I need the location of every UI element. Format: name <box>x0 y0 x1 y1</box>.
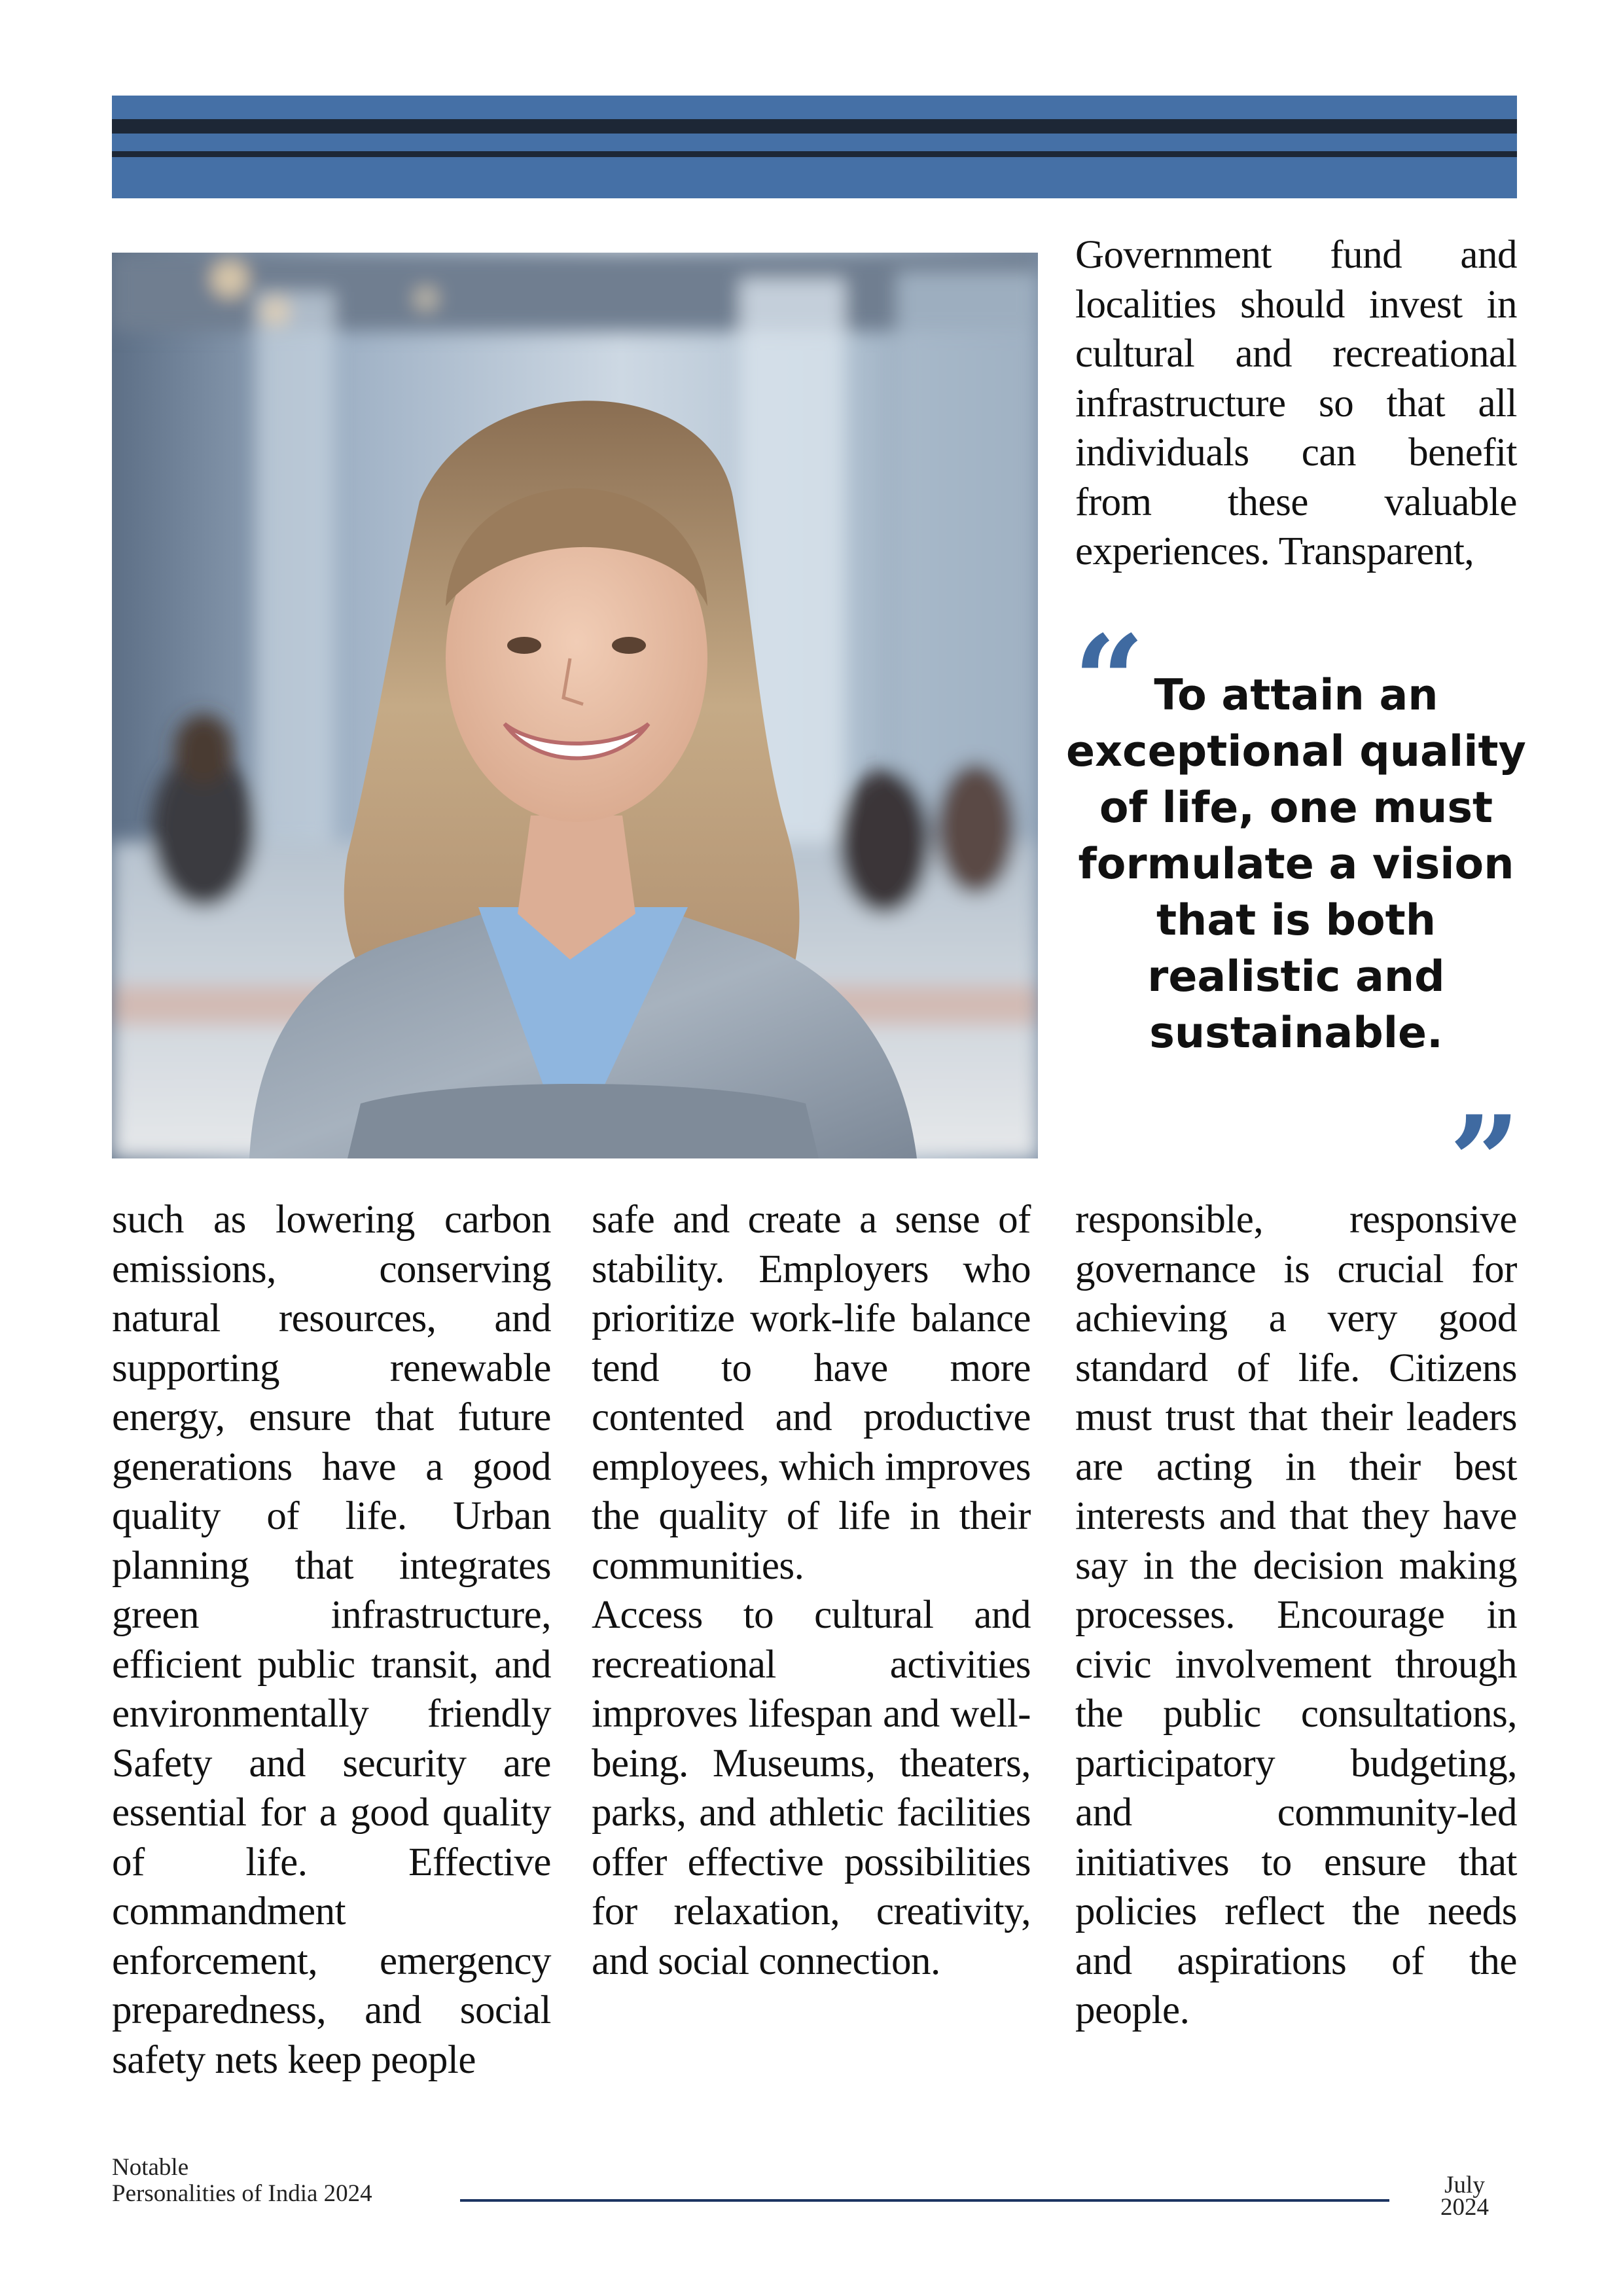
pull-quote: To attain an exceptional quality of life, one must formulate a vision that is both realistic and sustainable. <box>1066 671 1526 1058</box>
column-2-paragraph-1: safe and create a sense of stability. Employers who prioritize work-life balance tend to have more contented and productive employees, which improves the quality of life in their communities. <box>592 1198 1031 1588</box>
banner-stripe-top <box>112 119 1517 134</box>
portrait-photo <box>112 253 1038 1158</box>
body-column-3 <box>1075 1195 1517 2036</box>
footer-divider <box>460 2199 1389 2202</box>
footer-date <box>1432 2174 1497 2219</box>
column-2-paragraph-2: Access to cultural and recreational activities improves lifespan and well-being. Museums, theaters, parks, and athletic facilities offer effective possibilities for relaxation, creativity, and social connection. <box>592 1593 1031 1983</box>
banner-stripe-bottom <box>112 151 1517 157</box>
footer-publication-line-1: Notable <box>112 2154 189 2181</box>
footer-year: 2024 <box>1440 2194 1489 2221</box>
footer-month: July <box>1444 2172 1485 2198</box>
header-banner <box>112 96 1517 198</box>
close-quote-icon: ” <box>1449 1088 1521 1234</box>
footer-publication <box>112 2155 372 2207</box>
intro-column <box>1075 230 1517 577</box>
column-3-paragraph: responsible, responsive governance is crucial for achieving a very good standard of life. Citizens must trust that their leaders are acting in their best interests and that they have say in the decision making processes. Encourage in civic involvement through the public consultations, participatory budgeting, and community-led initiatives to ensure that policies reflect the needs and aspirations of the people. <box>1075 1198 1517 2032</box>
open-quote-icon: “ <box>1073 608 1145 754</box>
body-column-2 <box>592 1195 1031 1986</box>
column-1-paragraph: such as lowering carbon emissions, conserving natural resources, and supporting renewable energy, ensure that future generations have a good quality of life. Urban planning that integrates green infrastructure, efficient public transit, and environmentally friendly Safety and security are essential for a good quality of life. Effective commandment enforcement, emergency preparedness, and social safety nets keep people <box>112 1198 551 2082</box>
intro-paragraph: Government fund and localities should invest in cultural and recreational infrastructure so that all individuals can benefit from these valuable experiences. Transparent, <box>1075 233 1517 573</box>
body-column-1 <box>112 1195 551 2085</box>
footer-publication-line-2: Personalities of India 2024 <box>112 2180 372 2207</box>
